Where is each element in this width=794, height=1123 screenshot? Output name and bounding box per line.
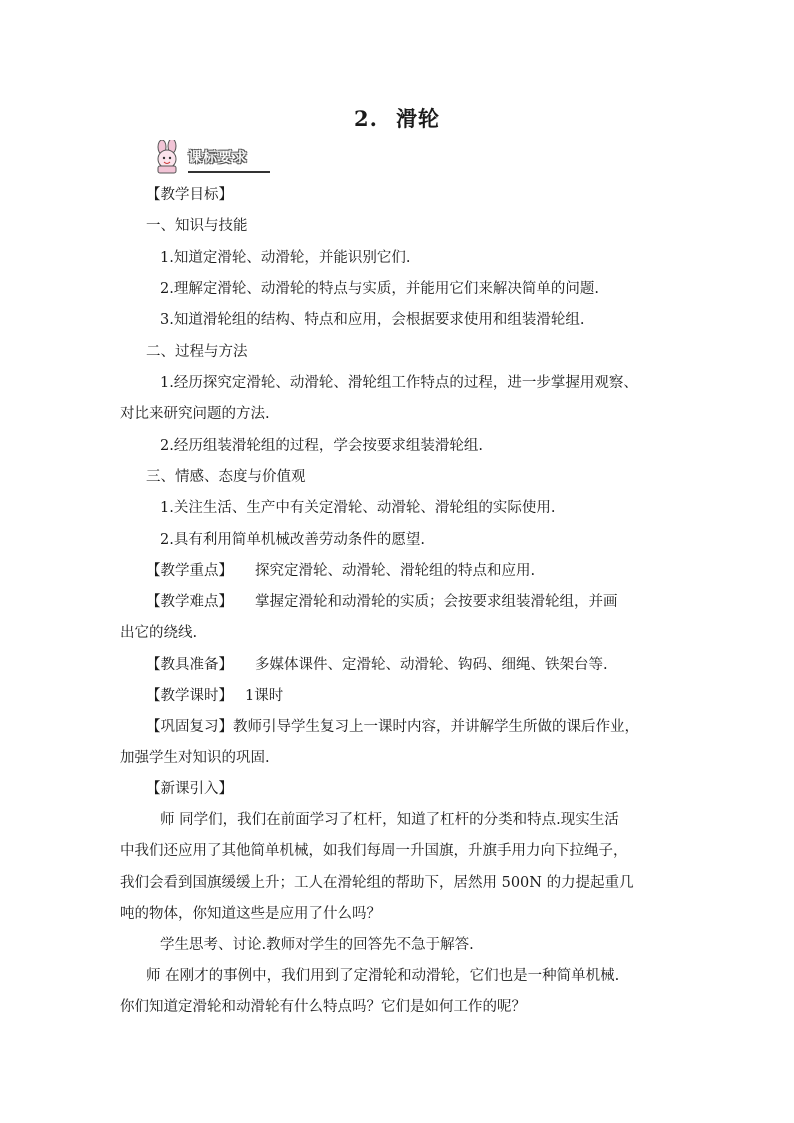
- paragraph-line: 3.知道滑轮组的结构、特点和应用，会根据要求使用和组装滑轮组.: [160, 312, 585, 328]
- teaching-tools-text: 多媒体课件、定滑轮、动滑轮、钩码、细绳、铁架台等.: [255, 657, 608, 673]
- section-heading-knowledge: 一、知识与技能: [146, 218, 248, 234]
- new-lesson-heading: 【新课引入】: [146, 781, 233, 797]
- paragraph-line: 1.关注生活、生产中有关定滑轮、动滑轮、滑轮组的实际使用.: [160, 500, 556, 516]
- teaching-goals-heading: 【教学目标】: [146, 187, 233, 203]
- badge-label: 课标要求: [188, 150, 248, 166]
- teaching-hours-line: [146, 686, 680, 706]
- badge-underline: [188, 171, 270, 173]
- teaching-difficulty-text: 掌握定滑轮和动滑轮的实质；会按要求组装滑轮组，并画: [255, 594, 618, 610]
- paragraph-line: 出它的绕线.: [120, 625, 198, 641]
- teaching-tools-line: [146, 655, 680, 675]
- teaching-difficulty-label: 【教学难点】: [146, 594, 233, 610]
- teaching-focus-text: 探究定滑轮、动滑轮、滑轮组的特点和应用.: [255, 563, 536, 579]
- paragraph-line: 加强学生对知识的巩固.: [120, 750, 270, 766]
- rabbit-mascot-icon: [148, 140, 188, 174]
- paragraph-line: 你们知道定滑轮和动滑轮有什么特点吗？它们是如何工作的呢？: [120, 999, 526, 1015]
- teaching-hours-label: 【教学课时】: [146, 688, 233, 704]
- paragraph-line: 对比来研究问题的方法.: [120, 406, 270, 422]
- page-title: [0, 103, 794, 133]
- teaching-tools-label: 【教具准备】: [146, 657, 233, 673]
- paragraph-line: 1.知道定滑轮、动滑轮，并能识别它们.: [160, 250, 411, 266]
- review-line: 【巩固复习】教师引导学生复习上一课时内容，并讲解学生所做的课后作业，: [146, 719, 639, 735]
- paragraph-line: 2.具有利用简单机械改善劳动条件的愿望.: [160, 532, 425, 548]
- paragraph-line: 中我们还应用了其他简单机械，如我们每周一升国旗，升旗手用力向下拉绳子，: [120, 843, 628, 859]
- section-title: 滑轮: [395, 106, 440, 131]
- teaching-focus-label: 【教学重点】: [146, 563, 233, 579]
- paragraph-line: 学生思考、讨论.教师对学生的回答先不急于解答.: [160, 937, 474, 953]
- teaching-focus-line: [146, 561, 680, 581]
- section-heading-process: 二、过程与方法: [146, 344, 248, 360]
- teaching-difficulty-line: [146, 592, 680, 612]
- paragraph-line: 我们会看到国旗缓缓上升；工人在滑轮组的帮助下，居然用 500N 的力提起重几: [120, 875, 634, 891]
- paragraph-line: 师 同学们，我们在前面学习了杠杆，知道了杠杆的分类和特点.现实生活: [160, 812, 619, 828]
- teaching-hours-text: 1课时: [245, 688, 284, 704]
- curriculum-badge: [148, 140, 272, 174]
- paragraph-line: 2.经历组装滑轮组的过程，学会按要求组装滑轮组.: [160, 438, 483, 454]
- paragraph-line: 2.理解定滑轮、动滑轮的特点与实质，并能用它们来解决简单的问题.: [160, 281, 599, 297]
- section-number: 2.: [354, 106, 378, 131]
- paragraph-line: 吨的物体，你知道这些是应用了什么吗？: [120, 906, 381, 922]
- paragraph-line: 师 在刚才的事例中，我们用到了定滑轮和动滑轮，它们也是一种简单机械.: [146, 968, 620, 984]
- paragraph-line: 1.经历探究定滑轮、动滑轮、滑轮组工作特点的过程，进一步掌握用观察、: [160, 375, 638, 391]
- section-heading-attitude: 三、情感、态度与价值观: [146, 469, 306, 485]
